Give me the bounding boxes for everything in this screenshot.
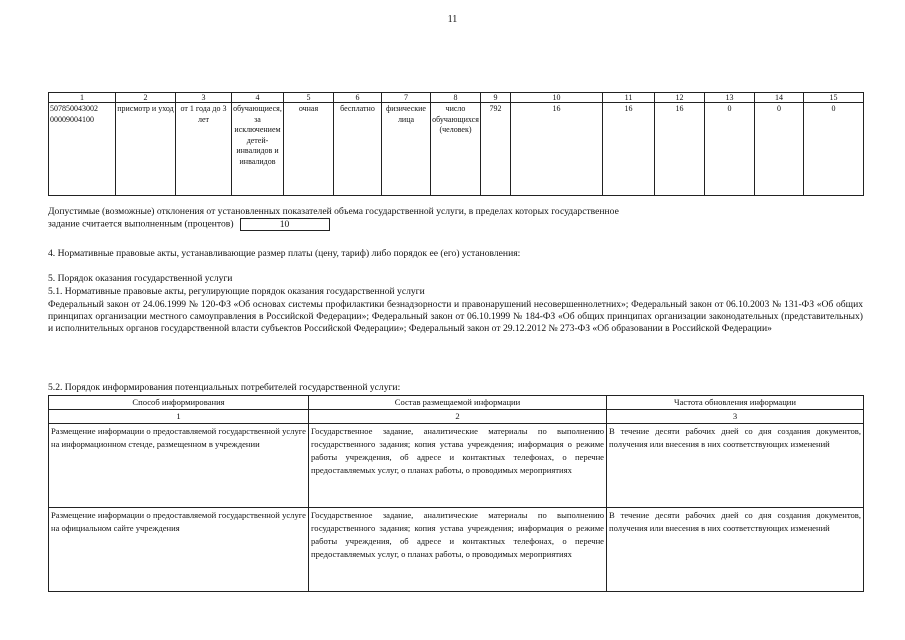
section-5-heading: 5. Порядок оказания государственной услуги <box>48 273 233 284</box>
registry-number-cell: 507850043002 00009004100 <box>49 103 116 196</box>
col-header-frequency: Частота обновления информации <box>607 396 864 410</box>
table-row <box>49 424 864 508</box>
col-header: 12 <box>655 93 705 103</box>
col-header: 5 <box>284 93 334 103</box>
col-header: 9 <box>481 93 511 103</box>
section-4-heading: 4. Нормативные правовые акты, устанавливающие размер платы (цену, тариф) либо порядок ее (его) установления: <box>48 248 521 259</box>
col-header: 2 <box>116 93 176 103</box>
col-header: 10 <box>511 93 603 103</box>
col-header: 13 <box>705 93 755 103</box>
deviation-paragraph <box>48 206 868 231</box>
method-cell: Размещение информации о предоставляемой государственной услуге на информационном стенде, размещенном в учреждении <box>49 424 309 508</box>
table-row <box>49 103 864 196</box>
value-cell: 16 <box>511 103 603 196</box>
col-header: 6 <box>334 93 382 103</box>
page-number: 11 <box>447 14 458 25</box>
form-cell: очная <box>284 103 334 196</box>
payment-cell: бесплатно <box>334 103 382 196</box>
col-header: 15 <box>804 93 864 103</box>
okei-code-cell: 792 <box>481 103 511 196</box>
value-cell: 16 <box>655 103 705 196</box>
content-cell: Государственное задание, аналитические материалы по выполнению государственного задания; копия устава учреждения; информация о режиме работы учреждения, об адресе и контактных телефонах, о перечне предоставляемых услуг, о планах работы, о проводимых мероприятиях <box>309 424 607 508</box>
price-cell: 0 <box>705 103 755 196</box>
age-cell: от 1 года до 3 лет <box>176 103 232 196</box>
consumers-cell: физические лица <box>382 103 431 196</box>
laws-paragraph: Федеральный закон от 24.06.1999 № 120-ФЗ «Об основах системы профилактики безнадзорности и правонарушений несовершеннолетних»; Федеральный закон от 06.10.2003 № 131-ФЗ «Об общих принципах организации местного самоуправления в Российской Федерации»; Федеральный закон от 06.10.1999 № 184-ФЗ «Об общих принципах организации законодательных (представительных) и исполнительных органов государственной власти субъектов Российской Федерации»; Федеральный закон от 29.12.2012 № 273-ФЗ «Об образовании в Российской Федерации» <box>48 299 863 334</box>
table-header-row <box>49 396 864 410</box>
table-header-row <box>49 93 864 103</box>
value-cell: 16 <box>603 103 655 196</box>
section-5-1-heading: 5.1. Нормативные правовые акты, регулирующие порядок оказания государственной услуги <box>48 286 425 297</box>
informing-table <box>48 395 864 592</box>
col-number: 3 <box>607 410 864 424</box>
volume-indicator-table <box>48 92 864 196</box>
section-5-2-heading: 5.2. Порядок информирования потенциальных потребителей государственной услуги: <box>48 382 401 393</box>
col-header: 14 <box>755 93 804 103</box>
deviation-value-box: 10 <box>240 218 330 231</box>
table-row <box>49 508 864 592</box>
col-header: 3 <box>176 93 232 103</box>
service-name-cell: присмотр и уход <box>116 103 176 196</box>
price-cell: 0 <box>804 103 864 196</box>
col-number: 1 <box>49 410 309 424</box>
category-cell: обучающиеся, за исключением детей-инвалидов и инвалидов <box>232 103 284 196</box>
deviation-text-line2: задание считается выполненным (процентов) <box>48 218 234 230</box>
content-cell: Государственное задание, аналитические материалы по выполнению государственного задания; копия устава учреждения; информация о режиме работы учреждения, об адресе и контактных телефонах, о перечне предоставляемых услуг, о планах работы, о проводимых мероприятиях <box>309 508 607 592</box>
col-header: 8 <box>431 93 481 103</box>
col-header: 1 <box>49 93 116 103</box>
price-cell: 0 <box>755 103 804 196</box>
method-cell: Размещение информации о предоставляемой государственной услуге на официальном сайте учреждения <box>49 508 309 592</box>
indicator-cell: число обучающихся (человек) <box>431 103 481 196</box>
col-number: 2 <box>309 410 607 424</box>
frequency-cell: В течение десяти рабочих дней со дня создания документов, получения или внесения в них соответствующих изменений <box>607 508 864 592</box>
col-header-content: Состав размещаемой информации <box>309 396 607 410</box>
frequency-cell: В течение десяти рабочих дней со дня создания документов, получения или внесения в них соответствующих изменений <box>607 424 864 508</box>
col-header-method: Способ информирования <box>49 396 309 410</box>
deviation-text-line1: Допустимые (возможные) отклонения от установленных показателей объема государственной услуги, в пределах которых государственное <box>48 206 619 217</box>
col-header: 7 <box>382 93 431 103</box>
column-number-row <box>49 410 864 424</box>
col-header: 4 <box>232 93 284 103</box>
col-header: 11 <box>603 93 655 103</box>
